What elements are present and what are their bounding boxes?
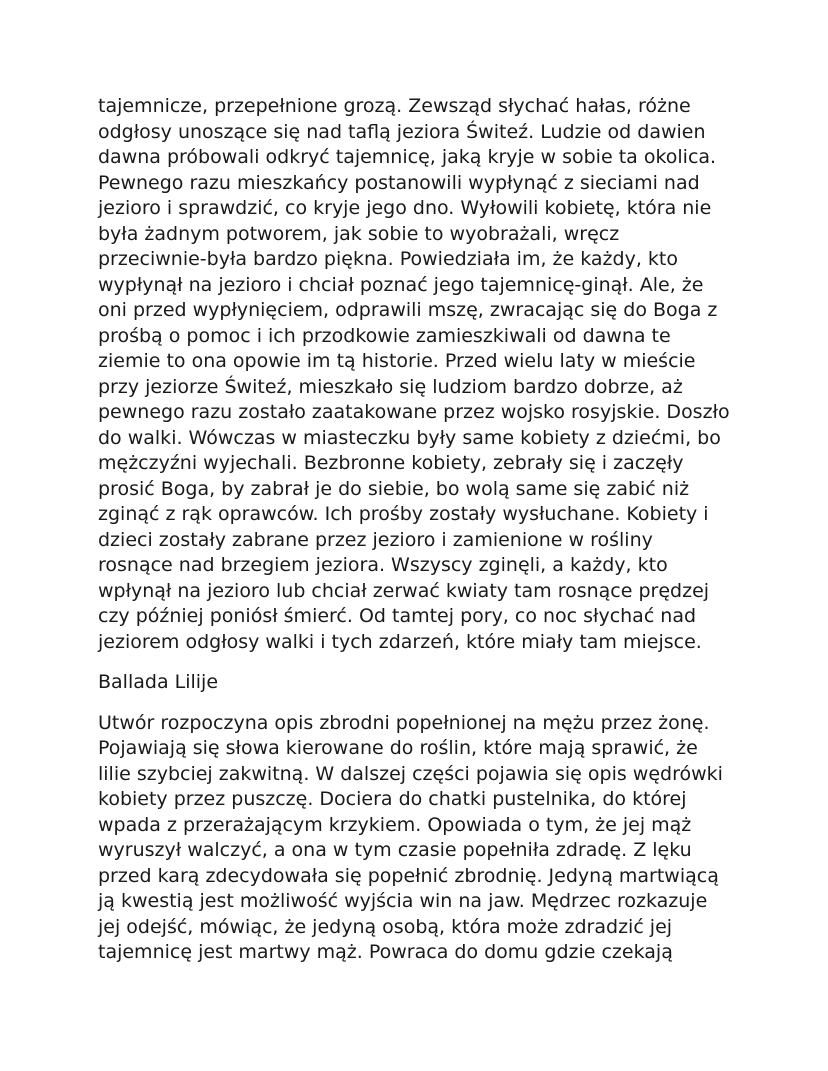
section-heading: Ballada Lilije [98,671,219,693]
text-line: prośbą o pomoc i ich przodkowie zamieszkiwali od dawna te [98,324,671,347]
document-text [98,94,738,966]
text-line: jej odejść, mówiąc, że jedyną osobą, która może zdradzić jej [98,915,673,938]
text-line: odgłosy unoszące się nad taflą jeziora Świteź. Ludzie od dawien [98,120,706,143]
text-line: oni przed wypłynięciem, odprawili mszę, zwracając się do Boga z [98,299,718,321]
text-line: wpłynął na jezioro lub chciał zerwać kwiaty tam rosnące prędzej [98,579,710,602]
text-line: jeziorem odgłosy walki i tych zdarzeń, które miały tam miejsce. [98,630,702,653]
text-line: Utwór rozpoczyna opis zbrodni popełnionej na mężu przez żonę. [98,711,710,734]
text-line: przed karą zdecydowała się popełnić zbrodnię. Jedyną martwiącą [98,864,719,887]
text-line: przeciwnie-była bardzo piękna. Powiedziała im, że każdy, kto [98,248,678,270]
text-line: jezioro i sprawdzić, co kryje jego dno. Wyłowili kobietę, która nie [98,197,712,219]
text-line: ją kwestią jest możliwość wyjścia win na jaw. Mędrzec rozkazuje [98,890,708,912]
text-line: przy jeziorze Świteź, mieszkało się ludziom bardzo dobrze, aż [98,375,683,398]
text-line: mężczyźni wyjechali. Bezbronne kobiety, zebrały się i zaczęły [98,452,684,474]
text-line: wypłynął na jezioro i chciał poznać jego tajemnicę-ginął. Ale, że [98,273,704,296]
text-line: kobiety przez puszczę. Dociera do chatki pustelnika, do której [98,788,687,810]
text-line: do walki. Wówczas w miasteczku były same kobiety z dziećmi, bo [98,426,721,449]
text-line: dzieci zostały zabrane przez jezioro i zamienione w rośliny [98,528,653,551]
paragraph-2 [98,711,738,966]
text-line: pewnego razu zostało zaatakowane przez wojsko rosyjskie. Doszło [98,401,730,423]
paragraph-1 [98,94,738,655]
text-line: rosnące nad brzegiem jeziora. Wszyscy zginęli, a każdy, kto [98,554,668,576]
text-line: tajemnicę jest martwy mąż. Powraca do domu gdzie czekają [98,941,673,963]
text-line: lilie szybciej zakwitną. W dalszej części pojawia się opis wędrówki [98,762,723,785]
text-line: dawna próbowali odkryć tajemnicę, jaką kryje w sobie ta okolica. [98,146,717,168]
text-line: czy później poniósł śmierć. Od tamtej pory, co noc słychać nad [98,605,697,627]
text-line: Pojawiają się słowa kierowane do roślin, które mają sprawić, że [98,737,698,759]
text-line: ziemie to ona opowie im tą historie. Przed wielu laty w mieście [98,350,696,372]
text-line: wpada z przerażającym krzykiem. Opowiada o tym, że jej mąż [98,813,692,836]
text-line: wyruszył walczyć, a ona w tym czasie popełniła zdradę. Z lęku [98,839,692,861]
text-line: Pewnego razu mieszkańcy postanowili wypłynąć z sieciami nad [98,171,700,194]
text-line: tajemnicze, przepełnione grozą. Zewsząd słychać hałas, różne [98,95,691,117]
text-line: była żadnym potworem, jak sobie to wyobrażali, wręcz [98,222,620,245]
text-line: zginąć z rąk oprawców. Ich prośby zostały wysłuchane. Kobiety i [98,503,709,525]
text-line: prosić Boga, by zabrał je do siebie, bo wolą same się zabić niż [98,477,690,500]
